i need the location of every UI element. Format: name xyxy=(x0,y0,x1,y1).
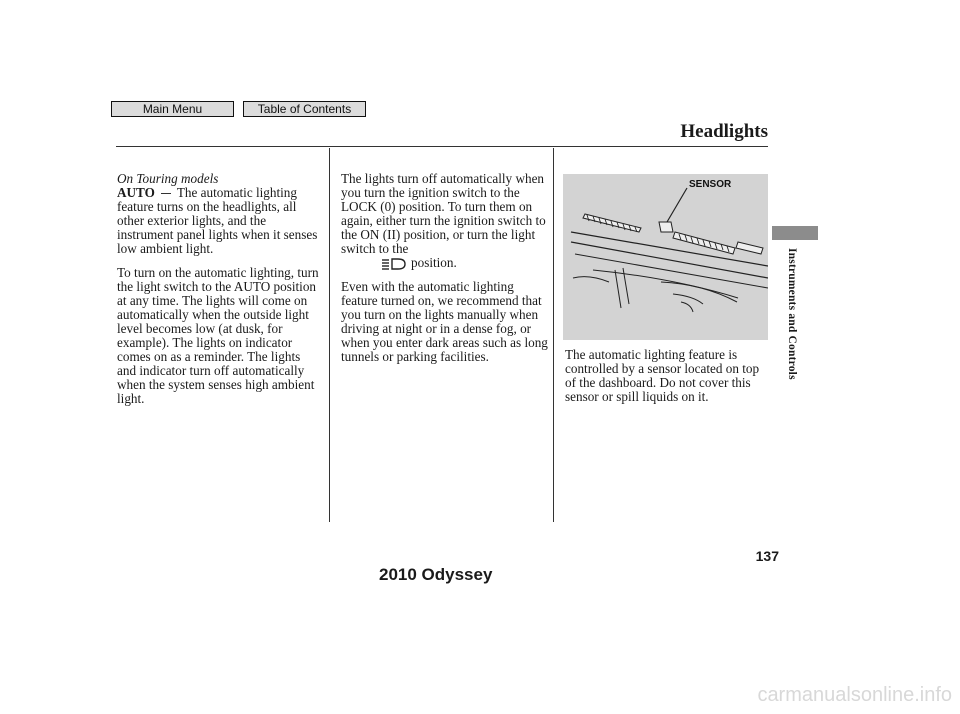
column-1 xyxy=(117,172,322,416)
header-rule xyxy=(116,146,768,147)
paragraph: The automatic lighting feature is controlled by a sensor located on top of the dashboard. Do not cover this sensor or spill liquids on it. xyxy=(565,347,760,404)
paragraph: The lights turn off automatically when you turn the ignition switch to the LOCK (0) position. To turn them on again, either turn the ignition switch to the ON (II) position, or turn the light switch to the xyxy=(341,171,546,256)
table-of-contents-button[interactable]: Table of Contents xyxy=(243,101,366,117)
paragraph: Even with the automatic lighting feature turned on, we recommend that you turn on the lights manually when driving at night or in a dense fog, or when you enter dark areas such as long tunnels or parking facilities. xyxy=(341,279,548,364)
sensor-callout-label: SENSOR xyxy=(689,179,732,190)
main-menu-button[interactable]: Main Menu xyxy=(111,101,234,117)
headlight-icon xyxy=(381,258,407,270)
page-number: 137 xyxy=(755,548,779,564)
section-label: Instruments and Controls xyxy=(786,248,798,380)
column-3 xyxy=(565,348,770,414)
column-divider xyxy=(329,148,330,522)
paragraph-tail: position. xyxy=(411,255,457,270)
dashboard-drawing xyxy=(563,174,768,340)
section-tab-marker xyxy=(772,226,818,240)
auto-label: AUTO xyxy=(117,185,155,200)
paragraph: The automatic lighting feature turns on the headlights, all other exterior lights, and the instrument panel lights when it senses low ambient light. xyxy=(117,185,318,256)
page-title: Headlights xyxy=(680,121,768,142)
column-2 xyxy=(341,172,551,374)
dash-separator xyxy=(161,193,171,194)
paragraph: To turn on the automatic lighting, turn the light switch to the AUTO position at any time. The lights will come on automatically when the outside light level becomes low (at dusk, for example). The lights on indicator comes on as a reminder. The lights and indicator turn off automatically when the system senses high ambient light. xyxy=(117,265,319,406)
footer-model: 2010 Odyssey xyxy=(379,565,493,584)
models-note: On Touring models xyxy=(117,171,219,186)
sensor-illustration xyxy=(563,174,768,340)
watermark: carmanualsonline.info xyxy=(757,684,952,706)
column-divider xyxy=(553,148,554,522)
